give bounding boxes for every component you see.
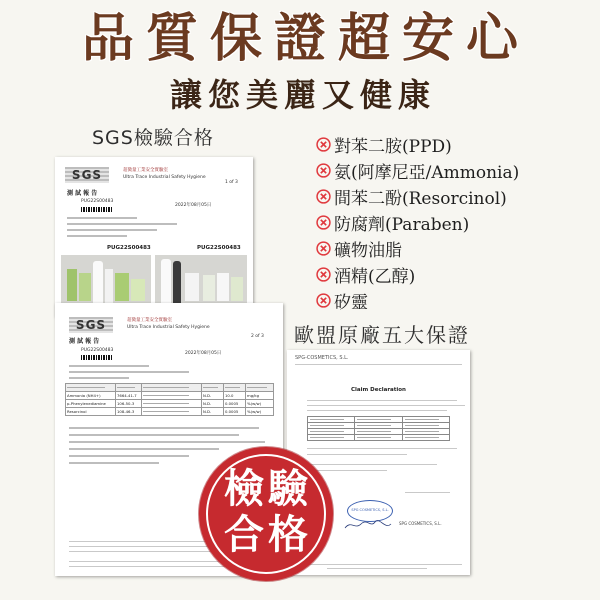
text-line	[67, 235, 127, 237]
report-number: PUG22S00483	[81, 199, 114, 204]
stamp-text-bottom: 合格	[224, 512, 312, 558]
text-line	[307, 454, 407, 455]
product-box	[67, 269, 77, 301]
lab-name-en: Ultra Trace Industrial Safety Hygiene	[127, 325, 210, 330]
text-line	[69, 371, 189, 373]
x-circle-icon	[316, 189, 331, 204]
sgs-report-page-1	[55, 157, 253, 317]
text-line	[307, 464, 437, 465]
unit: %(w/w)	[246, 408, 274, 416]
page-title: 品質保證超安心	[81, 9, 530, 69]
free-from-item	[316, 235, 586, 261]
header-cell	[224, 384, 246, 392]
text-line	[69, 377, 129, 379]
header-cell	[116, 384, 142, 392]
product-box	[203, 275, 215, 301]
test-method	[142, 400, 202, 408]
cas-number: 108-46-3	[116, 408, 142, 416]
cas-number: 106-50-3	[116, 400, 142, 408]
sgs-logo: SGS	[65, 167, 109, 183]
report-number: PUG22S00483	[81, 348, 114, 353]
product-box	[217, 273, 229, 301]
sample-photo	[61, 255, 151, 305]
note-line	[69, 448, 219, 450]
test-method	[142, 408, 202, 416]
free-from-label: 間苯二酚(Resorcinol)	[334, 188, 507, 209]
report-title: 測 試 報 告	[69, 338, 100, 345]
product-box	[131, 279, 145, 301]
lab-name-zh: 超微量工業安全實驗室	[127, 318, 172, 323]
note-line	[69, 434, 239, 436]
barcode	[81, 207, 113, 212]
free-from-label: 防腐劑(Paraben)	[334, 214, 470, 235]
page-number: 2 of 3	[251, 334, 264, 339]
product-box	[231, 277, 243, 301]
inspection-passed-stamp	[199, 447, 333, 581]
footer-line	[295, 564, 462, 565]
test-method	[142, 392, 202, 400]
free-from-item	[316, 209, 586, 235]
product-box	[185, 273, 199, 301]
company-name: SPG-COSMETICS, S.L.	[295, 355, 349, 361]
free-from-label: 酒精(乙醇)	[334, 266, 416, 287]
text-line	[307, 405, 465, 406]
header-cell	[202, 384, 224, 392]
footer-line	[69, 566, 229, 567]
text-line	[67, 229, 157, 231]
signature-icon	[343, 518, 393, 532]
lab-name-en: Ultra Trace Industrial Safety Hygiene	[123, 175, 206, 180]
free-from-item	[316, 183, 586, 209]
table-row	[66, 400, 274, 408]
mdl: 0.0005	[224, 408, 246, 416]
test-item: Resorcinol	[66, 408, 116, 416]
text-line	[307, 448, 457, 449]
test-item: p-Phenylenediamine	[66, 400, 116, 408]
table-row	[66, 408, 274, 416]
grid-row	[308, 435, 450, 441]
text-line	[69, 365, 149, 367]
product-bottle	[173, 261, 181, 303]
footer-line	[327, 568, 427, 569]
product-grid	[307, 416, 450, 441]
x-circle-icon	[316, 215, 331, 230]
free-from-label: 氨(阿摩尼亞/Ammonia)	[334, 162, 520, 183]
divider	[295, 364, 462, 365]
grid-cell	[402, 435, 449, 441]
free-from-label: 對苯二胺(PPD)	[334, 136, 452, 157]
product-box	[115, 273, 129, 301]
header-cell	[142, 384, 202, 392]
barcode	[81, 355, 113, 360]
lab-name-zh: 超微量工業安全實驗室	[123, 168, 168, 173]
free-from-label: 矽靈	[334, 292, 368, 313]
x-circle-icon	[316, 163, 331, 178]
report-date: 2022年08月05日	[185, 351, 222, 356]
table-header-row	[66, 384, 274, 392]
product-bottle	[93, 261, 103, 303]
text-line	[67, 223, 177, 225]
date-line	[405, 492, 450, 493]
photo-label: PUG22S00483	[107, 245, 151, 251]
sgs-logo: SGS	[69, 317, 113, 333]
declaration-title: Claim Declaration	[351, 387, 406, 393]
cas-number: 7664-41-7	[116, 392, 142, 400]
sample-photo	[155, 255, 247, 305]
text-line	[307, 410, 447, 411]
report-title: 測 試 報 告	[67, 190, 98, 197]
signature-company: SPG COSMETICS, S.L.	[399, 521, 442, 526]
free-from-list	[316, 131, 586, 313]
free-from-label: 礦物油脂	[334, 240, 402, 261]
report-date: 2022年08月05日	[175, 203, 212, 208]
note-line	[69, 427, 259, 429]
product-box	[79, 273, 91, 301]
unit: %(w/w)	[246, 400, 274, 408]
photo-label: PUG22S00483	[197, 245, 241, 251]
table-row	[66, 392, 274, 400]
grid-cell	[355, 435, 402, 441]
product-bottle	[161, 259, 171, 303]
free-from-item	[316, 131, 586, 157]
seal-text: SPG COSMETICS, S.L.	[351, 508, 389, 513]
test-item: Ammonia (NH4+)	[66, 392, 116, 400]
free-from-item	[316, 287, 586, 313]
note-line	[69, 441, 265, 443]
stamp-text-top: 檢驗	[224, 466, 312, 512]
note-line	[69, 455, 189, 457]
eu-section-label: 歐盟原廠五大保證	[294, 323, 470, 347]
page-subtitle: 讓您美麗又健康	[169, 76, 436, 114]
free-from-item	[316, 157, 586, 183]
header-cell	[66, 384, 116, 392]
note-line	[69, 462, 159, 464]
x-circle-icon	[316, 293, 331, 308]
text-line	[307, 400, 457, 401]
result: N.D.	[202, 392, 224, 400]
mdl: 10.0	[224, 392, 246, 400]
sgs-section-label: SGS檢驗合格	[92, 127, 214, 149]
header-cell	[246, 384, 274, 392]
grid-cell	[308, 435, 355, 441]
result: N.D.	[202, 408, 224, 416]
page-number: 1 of 3	[225, 180, 238, 185]
text-line	[67, 217, 137, 219]
free-from-item	[316, 261, 586, 287]
x-circle-icon	[316, 241, 331, 256]
test-results-table	[65, 383, 274, 416]
result: N.D.	[202, 400, 224, 408]
unit: mg/kg	[246, 392, 274, 400]
product-tube	[105, 269, 113, 303]
x-circle-icon	[316, 137, 331, 152]
x-circle-icon	[316, 267, 331, 282]
mdl: 0.0005	[224, 400, 246, 408]
